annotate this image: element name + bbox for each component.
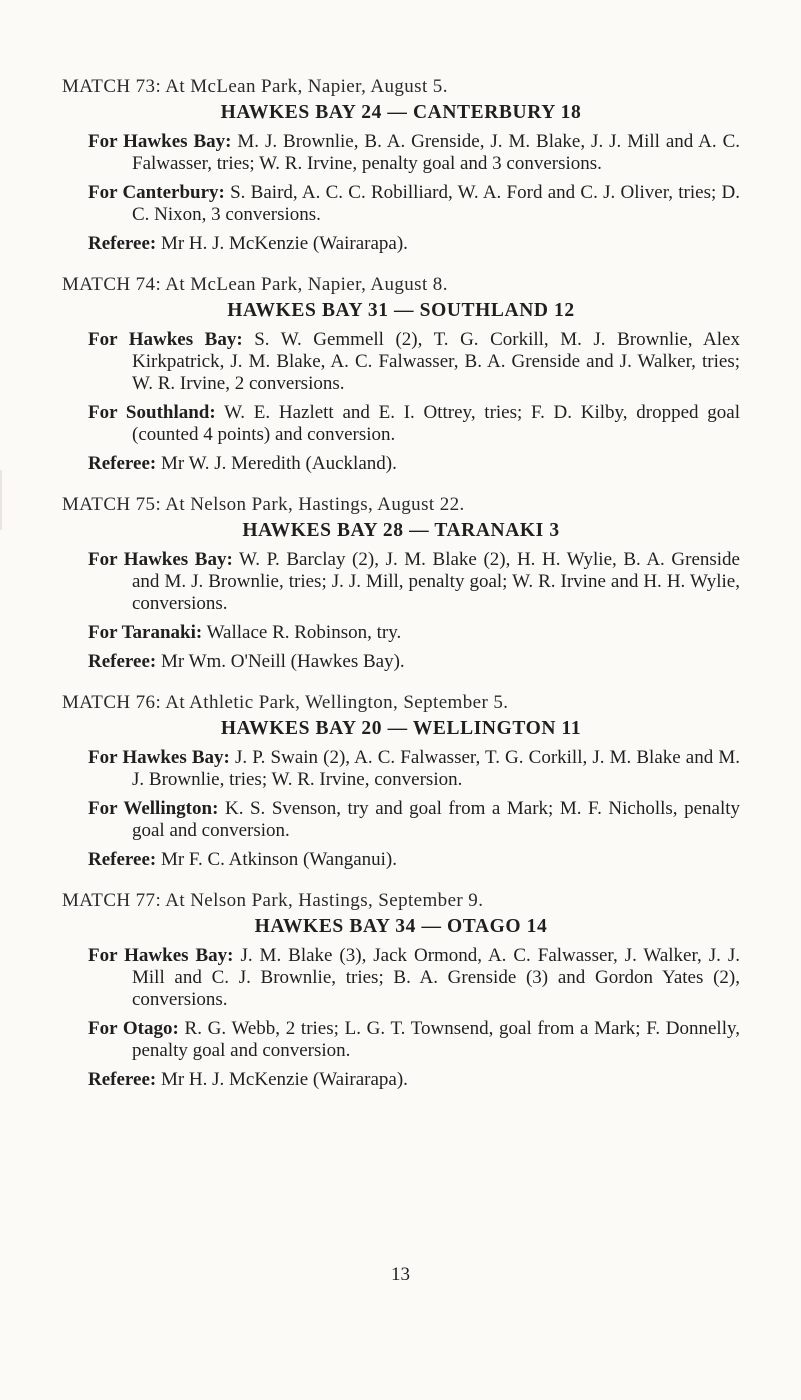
team-label: For Southland: [88, 402, 216, 423]
scorers-text: J. P. Swain (2), A. C. Falwasser, T. G. Corkill, J. M. Blake and M. J. Brownlie, tries; W. R. Irvine, conversion. [132, 747, 740, 790]
scorers-entry [62, 945, 740, 1011]
referee-line [62, 233, 740, 255]
match-74 [62, 273, 740, 475]
team-label: For Otago: [88, 1018, 179, 1039]
scorers-text: W. P. Barclay (2), J. M. Blake (2), H. H. Wylie, B. A. Grenside and M. J. Brownlie, tries; J. J. Mill, penalty goal; W. R. Irvine and H. H. Wylie, conversions. [132, 549, 740, 614]
scorers-entry [62, 182, 740, 226]
match-header: MATCH 75: At Nelson Park, Hastings, August 22. [62, 494, 465, 515]
match-header: MATCH 76: At Athletic Park, Wellington, September 5. [62, 692, 509, 713]
team-label: For Wellington: [88, 798, 219, 819]
referee-name: Mr W. J. Meredith (Auckland). [156, 453, 397, 474]
page-number: 13 [391, 1264, 410, 1285]
scorers-entry [62, 402, 740, 446]
scorers-entry [62, 131, 740, 175]
scorers-entry [62, 622, 740, 644]
referee-name: Mr H. J. McKenzie (Wairarapa). [156, 1069, 408, 1090]
scorers-entry [62, 798, 740, 842]
match-73 [62, 75, 740, 255]
referee-label: Referee: [88, 1069, 157, 1090]
referee-name: Mr Wm. O'Neill (Hawkes Bay). [156, 651, 405, 672]
scorers-text: Wallace R. Robinson, try. [202, 622, 402, 643]
scorers-entry [62, 1018, 740, 1062]
team-label: For Hawkes Bay: [88, 329, 243, 350]
referee-line [62, 1069, 740, 1091]
match-score: HAWKES BAY 20 — WELLINGTON 11 [220, 718, 582, 739]
page-edge-mark [0, 470, 2, 530]
referee-name: Mr F. C. Atkinson (Wanganui). [156, 849, 397, 870]
match-score: HAWKES BAY 34 — OTAGO 14 [254, 916, 548, 937]
team-label: For Canterbury: [88, 182, 225, 203]
referee-label: Referee: [88, 233, 157, 254]
scorers-text: M. J. Brownlie, B. A. Grenside, J. M. Blake, J. J. Mill and A. C. Falwasser, tries; W. R. Irvine, penalty goal and 3 conversions. [132, 131, 740, 174]
team-label: For Hawkes Bay: [88, 131, 232, 152]
match-score: HAWKES BAY 28 — TARANAKI 3 [242, 520, 560, 541]
scorers-text: R. G. Webb, 2 tries; L. G. T. Townsend, goal from a Mark; F. Donnelly, penalty goal and conversion. [132, 1018, 740, 1061]
referee-label: Referee: [88, 453, 157, 474]
team-label: For Hawkes Bay: [88, 549, 233, 570]
scorers-text: J. M. Blake (3), Jack Ormond, A. C. Falwasser, J. Walker, J. J. Mill and C. J. Brownlie, tries; B. A. Grenside (3) and Gordon Yates (2), conversions. [132, 945, 740, 1010]
scorers-text: K. S. Svenson, try and goal from a Mark; M. F. Nicholls, penalty goal and conversion. [132, 798, 740, 841]
match-75 [62, 493, 740, 673]
team-label: For Taranaki: [88, 622, 203, 643]
document-page [62, 75, 740, 1109]
match-77 [62, 889, 740, 1091]
scorers-text: S. W. Gemmell (2), T. G. Corkill, M. J. Brownlie, Alex Kirkpatrick, J. M. Blake, A. C. Falwasser, B. A. Grenside and J. Walker, tries; W. R. Irvine, 2 conversions. [132, 329, 740, 394]
referee-line [62, 453, 740, 475]
scorers-entry [62, 747, 740, 791]
match-header: MATCH 73: At McLean Park, Napier, August 5. [62, 76, 448, 97]
match-header: MATCH 77: At Nelson Park, Hastings, September 9. [62, 890, 484, 911]
match-76 [62, 691, 740, 871]
match-header: MATCH 74: At McLean Park, Napier, August 8. [62, 274, 448, 295]
referee-line [62, 651, 740, 673]
referee-label: Referee: [88, 651, 157, 672]
referee-line [62, 849, 740, 871]
match-score: HAWKES BAY 24 — CANTERBURY 18 [220, 102, 582, 123]
scorers-text: S. Baird, A. C. C. Robilliard, W. A. Ford and C. J. Oliver, tries; D. C. Nixon, 3 conversions. [132, 182, 741, 225]
referee-name: Mr H. J. McKenzie (Wairarapa). [156, 233, 408, 254]
team-label: For Hawkes Bay: [88, 945, 234, 966]
referee-label: Referee: [88, 849, 157, 870]
scorers-entry [62, 329, 740, 395]
scorers-entry [62, 549, 740, 615]
scorers-text: W. E. Hazlett and E. I. Ottrey, tries; F. D. Kilby, dropped goal (counted 4 points) and conversion. [132, 402, 740, 445]
team-label: For Hawkes Bay: [88, 747, 230, 768]
match-score: HAWKES BAY 31 — SOUTHLAND 12 [227, 300, 575, 321]
